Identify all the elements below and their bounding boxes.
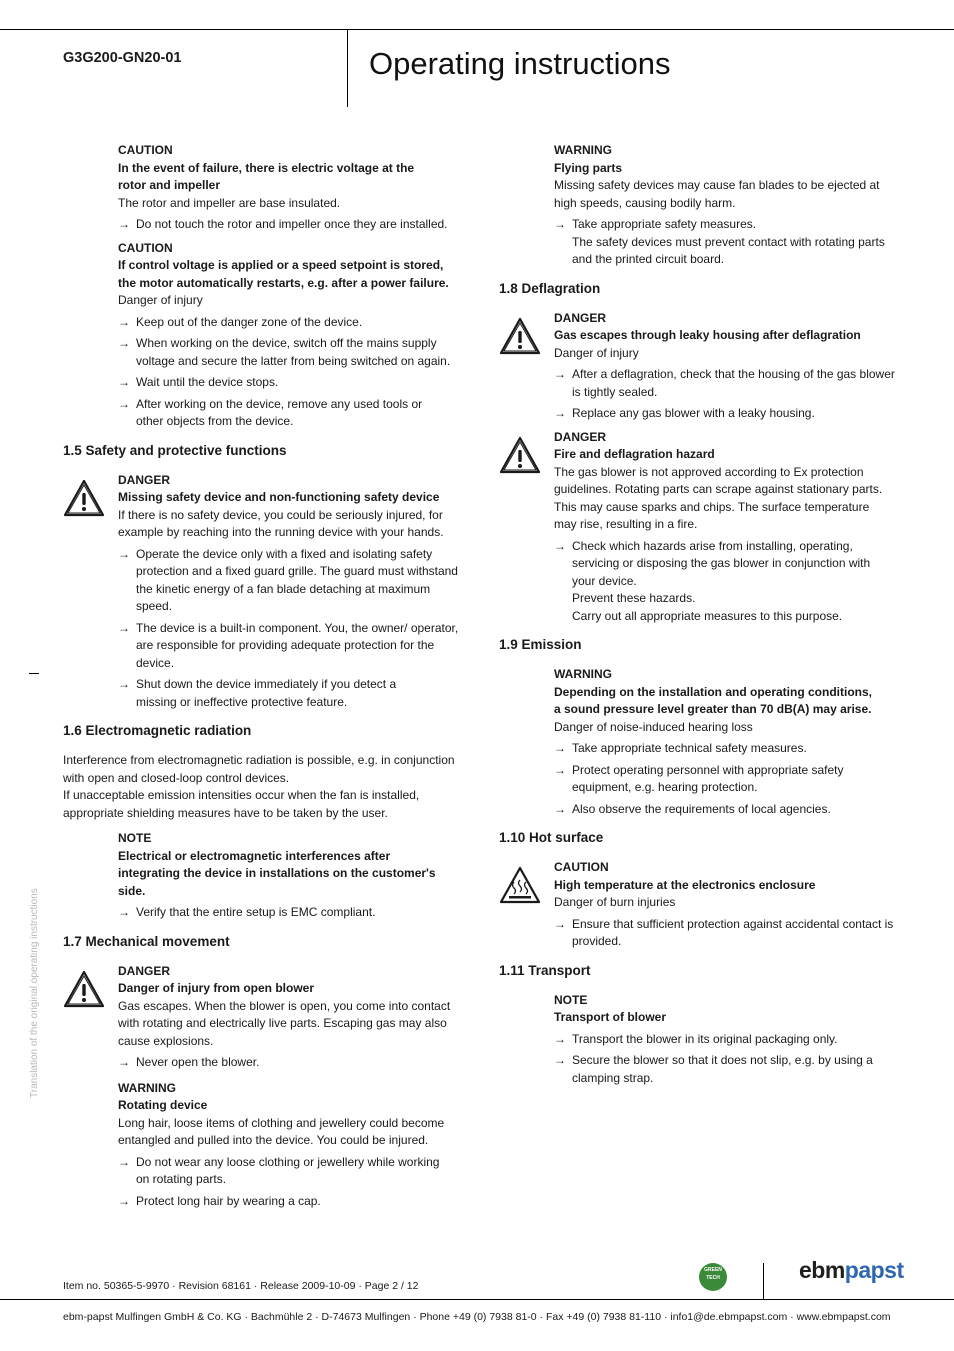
hazard-text: The gas blower is not approved according to Ex protection guidelines. Rotating parts can scrape against stationary parts. This may cause sparks and chips. The surface temperature may rise, resulting in a fire. [554, 464, 883, 531]
caution-hot-surface [499, 859, 895, 951]
instruction-step: → Check which hazards arise from installing, operating, servicing or disposing the gas blower in conjunction with your device. Prevent these hazards. Carry out all appropriate measures to this purpose. [554, 538, 871, 623]
fold-mark [29, 673, 39, 674]
instruction-step: → Replace any gas blower with a leaky housing. [554, 405, 895, 423]
hazard-text: Danger of burn injuries [554, 895, 676, 909]
arrow-icon: → [554, 1053, 566, 1067]
arrow-icon: → [118, 546, 130, 561]
instruction-step: → Take appropriate technical safety measures. [554, 740, 895, 758]
arrow-icon: → [118, 620, 130, 635]
hazard-title: Transport of blower [554, 1010, 667, 1024]
warning-triangle-icon [63, 970, 105, 1008]
ebmpapst-logo: ebmpapst [799, 1257, 904, 1283]
signal-word: NOTE [554, 992, 588, 1007]
warning-triangle-icon [63, 479, 105, 517]
model-number: G3G200-GN20-01 [63, 50, 182, 66]
arrow-icon: → [118, 1055, 130, 1069]
section-heading-1-11: 1.11 Transport [499, 962, 591, 978]
hazard-title: Danger of injury from open blower [118, 981, 315, 995]
section-heading-1-6: 1.6 Electromagnetic radiation [63, 723, 252, 738]
instruction-step: → Shut down the device immediately if you detect a missing or ineffective protective feature. [118, 677, 397, 709]
warning-triangle-icon [499, 317, 541, 355]
hazard-title: Flying parts [554, 160, 623, 175]
caution-electric-voltage [63, 142, 465, 234]
hazard-title: Electrical or electromagnetic interferences after integrating the device in installations on the customer's side. [118, 848, 436, 898]
footer-address: ebm-papst Mulfingen GmbH & Co. KG · Bachmühle 2 · D-74673 Mulfingen · Phone +49 (0) 7938 81-0 · Fax +49 (0) 7938 81-110 · info1@de.ebmpapst.com · www.ebmpapst.com [63, 1311, 891, 1323]
instruction-step: → After working on the device, remove any used tools or other objects from the device. [118, 396, 423, 428]
hazard-title: Rotating device [118, 1098, 208, 1112]
arrow-icon: → [554, 217, 566, 231]
greentech-badge-icon: GREEN TECH [699, 1263, 727, 1291]
arrow-icon: → [554, 1031, 566, 1046]
footer-rule [0, 1299, 954, 1300]
instruction-step: → Transport the blower in its original packaging only. [554, 1031, 895, 1049]
section-heading-1-7: 1.7 Mechanical movement [63, 933, 230, 949]
hazard-text: Gas escapes. When the blower is open, you come into contact with rotating and electrically live parts. Escaping gas may also cause explosions. [118, 998, 451, 1048]
signal-word: DANGER [554, 310, 607, 325]
hazard-title: Depending on the installation and operating conditions, a sound pressure level greater than 70 dB(A) may arise. [554, 684, 872, 716]
instruction-step: → Never open the blower. [118, 1054, 465, 1072]
section-heading-1-10: 1.10 Hot surface [499, 830, 604, 845]
instruction-step: → After a deflagration, check that the housing of the gas blower is tightly sealed. [554, 367, 895, 399]
hazard-title: In the event of failure, there is electric voltage at the rotor and impeller [118, 160, 415, 192]
signal-word: CAUTION [118, 240, 173, 255]
instruction-step: → Also observe the requirements of local agencies. [554, 801, 895, 819]
hazard-text: Long hair, loose items of clothing and jewellery could become entangled and pulled into the device. You could be injured. [118, 1115, 445, 1147]
instruction-step: → Do not touch the rotor and impeller once they are installed. [118, 216, 465, 234]
arrow-icon: → [118, 1193, 130, 1208]
caution-auto-restart [63, 240, 465, 431]
note-transport [499, 992, 895, 1088]
hot-surface-icon [499, 866, 541, 904]
instruction-step: → Ensure that sufficient protection against accidental contact is provided. [554, 916, 894, 948]
instruction-step: → Keep out of the danger zone of the device. [118, 314, 465, 332]
hazard-text: The rotor and impeller are base insulated. [118, 195, 341, 210]
arrow-icon: → [118, 905, 130, 919]
instruction-step: → The device is a built-in component. You, the owner/ operator, are responsible for providing adequate protection for the device. [118, 620, 459, 670]
signal-word: DANGER [118, 963, 171, 978]
hazard-title: Missing safety device and non-functioning safety device [118, 490, 440, 504]
signal-word: CAUTION [118, 143, 173, 157]
footer-item-info: Item no. 50365-5-9970 · Revision 68161 · Release 2009-10-09 · Page 2 / 12 [63, 1280, 419, 1292]
hazard-text: Danger of injury [554, 345, 639, 360]
danger-fire-deflagration [499, 429, 895, 626]
arrow-icon: → [554, 762, 566, 777]
section-heading-1-8: 1.8 Deflagration [499, 280, 601, 296]
signal-word: DANGER [554, 429, 607, 444]
instruction-step: → Verify that the entire setup is EMC compliant. [118, 904, 465, 922]
danger-open-blower [63, 963, 465, 1072]
note-emc [63, 830, 465, 922]
instruction-step: → Protect operating personnel with appropriate safety equipment, e.g. hearing protection. [554, 762, 844, 794]
signal-word: WARNING [118, 1080, 176, 1095]
hazard-title: If control voltage is applied or a speed setpoint is stored, the motor automatically restarts, e.g. after a power failure. [118, 258, 449, 290]
arrow-icon: → [118, 1154, 130, 1169]
arrow-icon: → [118, 314, 130, 329]
instruction-step: → Take appropriate safety measures. The safety devices must prevent contact with rotating parts and the printed circuit board. [554, 217, 885, 266]
arrow-icon: → [554, 538, 566, 553]
body-paragraph: If unacceptable emission intensities occur when the fan is installed, appropriate shielding measures have to be taken by the user. [63, 788, 420, 820]
footer-logo-divider [763, 1263, 764, 1299]
signal-word: DANGER [118, 472, 171, 487]
right-column [499, 142, 895, 1093]
hazard-text: Danger of injury [118, 293, 203, 307]
arrow-icon: → [118, 336, 130, 350]
warning-triangle-icon [499, 436, 541, 474]
instruction-step: → Secure the blower so that it does not slip, e.g. by using a clamping strap. [554, 1053, 873, 1085]
sidebar-translation-note: Translation of the original operating instructions [29, 888, 40, 1098]
danger-leaky-housing [499, 310, 895, 423]
arrow-icon: → [118, 375, 130, 389]
hazard-text: If there is no safety device, you could be seriously injured, for example by reaching into the running device with your hands. [118, 507, 444, 539]
hazard-title: High temperature at the electronics enclosure [554, 877, 816, 892]
signal-word: WARNING [554, 667, 612, 681]
instruction-step: → Wait until the device stops. [118, 374, 465, 392]
arrow-icon: → [554, 367, 566, 381]
hazard-title: Fire and deflagration hazard [554, 447, 715, 461]
hazard-text: Danger of noise-induced hearing loss [554, 719, 753, 734]
warning-rotating-device [63, 1080, 465, 1211]
warning-sound-pressure [499, 666, 895, 818]
section-heading-1-5: 1.5 Safety and protective functions [63, 442, 287, 458]
header-divider [347, 30, 348, 107]
arrow-icon: → [118, 677, 130, 691]
page-title: Operating instructions [369, 46, 671, 81]
warning-flying-parts [499, 142, 895, 269]
hazard-text: Missing safety devices may cause fan blades to be ejected at high speeds, causing bodily harm. [554, 178, 880, 210]
instruction-step: → When working on the device, switch off the mains supply voltage and secure the latter from being switched on again. [118, 336, 451, 368]
instruction-step: → Operate the device only with a fixed and isolating safety protection and a fixed guard grille. The guard must withstand the kinetic energy of a fan blade detaching at maximum speed. [118, 546, 458, 613]
hazard-title: Gas escapes through leaky housing after deflagration [554, 328, 861, 342]
instruction-step: → Protect long hair by wearing a cap. [118, 1193, 465, 1211]
arrow-icon: → [554, 741, 566, 755]
section-heading-1-9: 1.9 Emission [499, 637, 582, 652]
signal-word: CAUTION [554, 860, 609, 874]
arrow-icon: → [554, 801, 566, 816]
arrow-icon: → [554, 406, 566, 420]
danger-missing-safety-device [63, 472, 465, 712]
header-top-rule [0, 29, 954, 30]
instruction-step: → Do not wear any loose clothing or jewellery while working on rotating parts. [118, 1154, 440, 1186]
body-paragraph: Interference from electromagnetic radiation is possible, e.g. in conjunction with open and closed-loop control devices. [63, 753, 455, 785]
signal-word: NOTE [118, 831, 152, 845]
signal-word: WARNING [554, 143, 612, 157]
arrow-icon: → [554, 916, 566, 931]
left-column [63, 142, 465, 1216]
arrow-icon: → [118, 396, 130, 411]
arrow-icon: → [118, 217, 130, 231]
